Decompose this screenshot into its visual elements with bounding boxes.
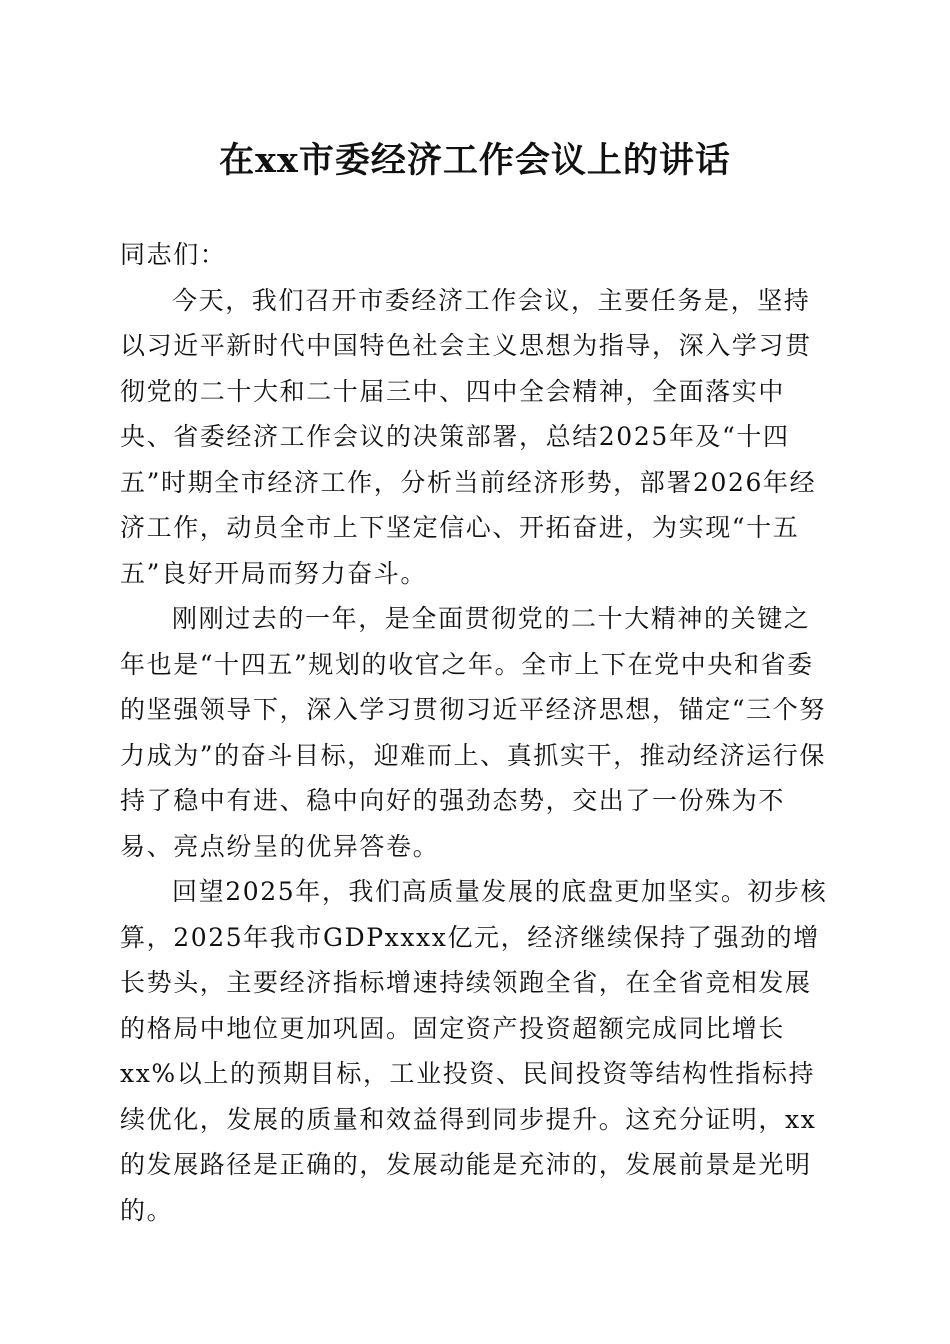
paragraph-2: 刚刚过去的一年，是全面贯彻党的二十大精神的关键之年也是“十四五”规划的收官之年。全市上下在党中央和省委的坚强领导下，深入学习贯彻习近平经济思想，锚定“三个努力成为”的奋斗目标，迎难而上、真抓实干，推动经济运行保持了稳中有进、稳中向好的强劲态势，交出了一份殊为不易、亮点纷呈的优异答卷。 [120, 604, 826, 861]
document-body [120, 232, 832, 1233]
paragraph-1: 今天，我们召开市委经济工作会议，主要任务是，坚持以习近平新时代中国特色社会主义思想为指导，深入学习贯彻党的二十大和二十届三中、四中全会精神，全面落实中央、省委经济工作会议的决策部署，总结2025年及“十四五”时期全市经济工作，分析当前经济形势，部署2026年经济工作，动员全市上下坚定信心、开拓奋进，为实现“十五五”良好开局而努力奋斗。 [120, 285, 817, 588]
salutation: 同志们： [120, 240, 227, 269]
paragraph-3: 回望2025年，我们高质量发展的底盘更加坚实。初步核算，2025年我市GDPxxxx亿元，经济继续保持了强劲的增长势头，主要经济指标增速持续领跑全省，在全省竞相发展的格局中地位更加巩固。固定资产投资超额完成同比增长xx%以上的预期目标，工业投资、民间投资等结构性指标持续优化，发展的质量和效益得到同步提升。这充分证明，xx的发展路径是正确的，发展动能是充沛的，发展前景是光明的。 [120, 877, 828, 1225]
document-title: 在xx市委经济工作会议上的讲话 [219, 140, 731, 181]
